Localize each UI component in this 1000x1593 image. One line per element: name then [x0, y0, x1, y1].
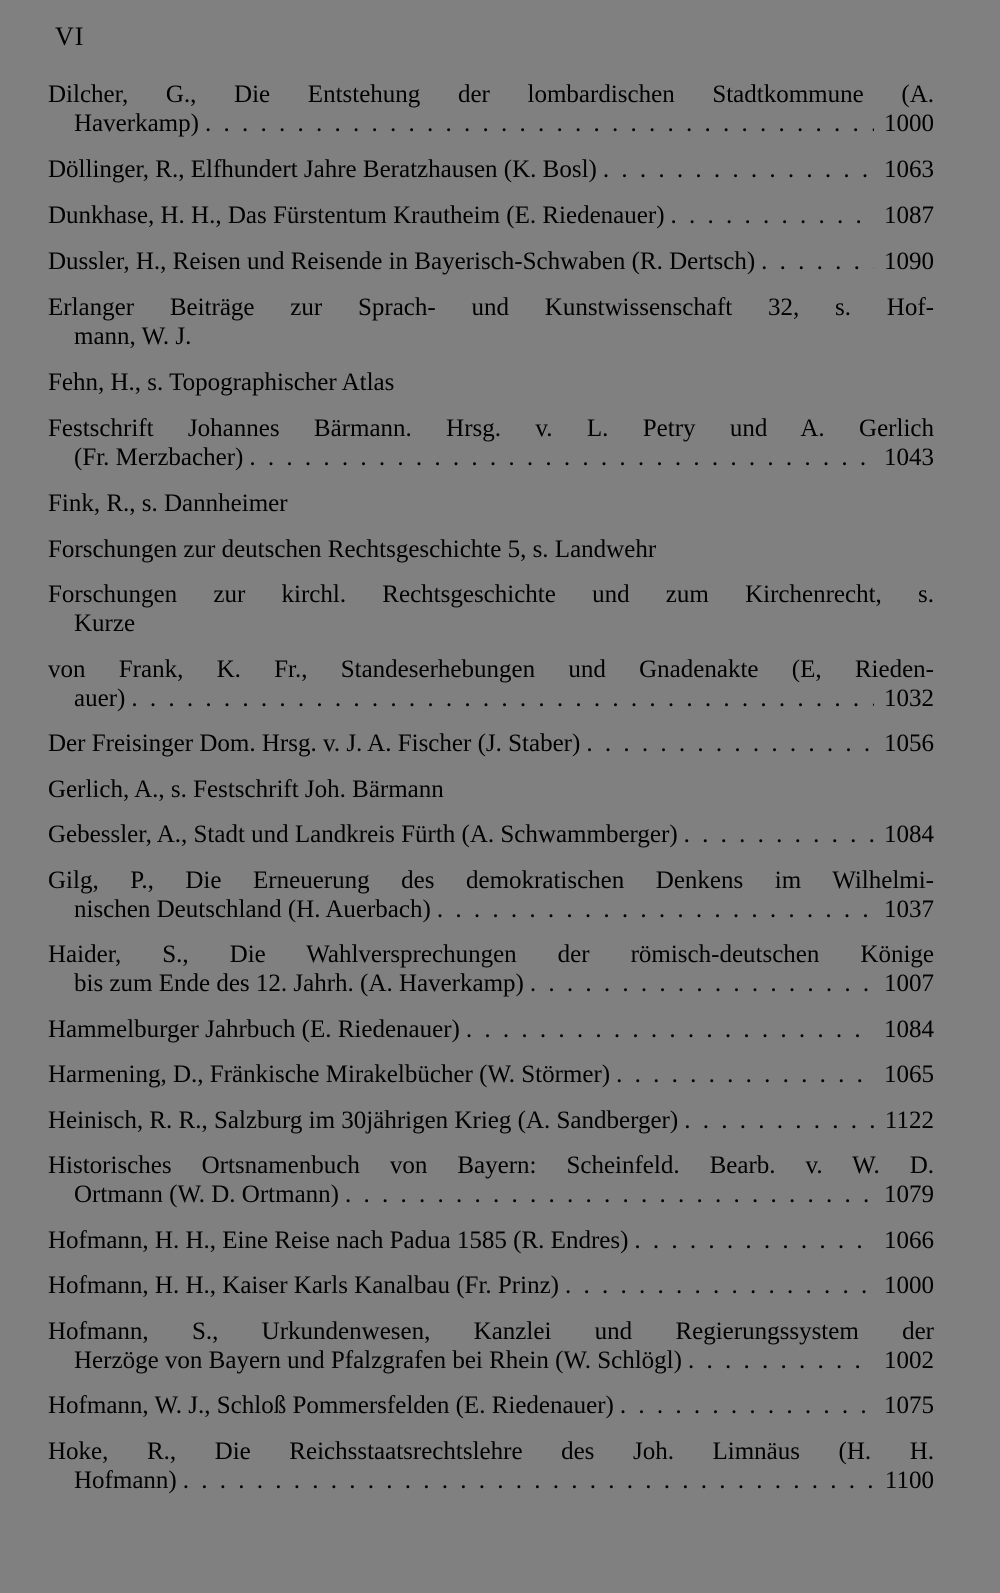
index-entry — [48, 729, 934, 758]
entry-page: 1032 — [884, 684, 934, 712]
entry-text: Hofmann, S., Urkundenwesen, Kanzlei und Regierungssystem der — [48, 1317, 934, 1345]
entry-text-cont: mann, W. J. — [74, 323, 192, 350]
dot-leader — [678, 820, 874, 849]
entry-text: Forschungen zur deutschen Rechtsgeschichte 5, s. Landwehr — [48, 535, 657, 563]
entry-text: Hofmann, H. H., Eine Reise nach Padua 1585 (R. Endres) — [48, 1226, 629, 1254]
entry-text: Hammelburger Jahrbuch (E. Riedenauer) — [48, 1015, 460, 1043]
entry-text: Dunkhase, H. H., Das Fürstentum Krautheim (E. Riedenauer) — [48, 202, 665, 229]
dot-leader — [177, 1466, 874, 1495]
index-entry — [48, 247, 934, 276]
entry-text-cont: bis zum Ende des 12. Jahrh. (A. Haverkamp) — [74, 970, 524, 997]
entry-page: 1056 — [884, 730, 934, 757]
entry-text: Forschungen zur kirchl. Rechtsgeschichte und zum Kirchenrecht, s. — [48, 581, 934, 608]
entry-page: 1043 — [884, 444, 934, 471]
index-list — [48, 80, 934, 1511]
index-entry — [48, 580, 934, 638]
dot-leader — [610, 1060, 874, 1089]
index-entry — [48, 80, 934, 138]
entry-text-cont: Haverkamp) — [74, 110, 199, 137]
dot-leader — [580, 729, 874, 758]
entry-text: Heinisch, R. R., Salzburg im 30jährigen Krieg (A. Sandberger) — [48, 1106, 679, 1134]
entry-text: Fink, R., s. Dannheimer — [48, 490, 288, 517]
dot-leader — [243, 443, 874, 472]
index-entry — [48, 414, 934, 472]
index-entry — [48, 293, 934, 351]
entry-text: Der Freisinger Dom. Hrsg. v. J. A. Fischer (J. Staber) — [48, 730, 581, 757]
entry-text: Gilg, P., Die Erneuerung des demokratischen Denkens im Wilhelmi- — [48, 866, 934, 894]
entry-page: 1084 — [884, 1015, 934, 1043]
entry-text-cont: Hofmann) — [74, 1466, 177, 1494]
entry-page: 1065 — [884, 1061, 934, 1088]
index-entry — [48, 1226, 934, 1255]
dot-leader — [431, 895, 874, 924]
dot-leader — [682, 1346, 874, 1375]
entry-page: 1084 — [884, 821, 934, 848]
dot-leader — [559, 1271, 874, 1300]
dot-leader — [199, 109, 874, 138]
entry-page: 1066 — [884, 1226, 934, 1254]
index-entry — [48, 655, 934, 713]
entry-text: Dussler, H., Reisen und Reisende in Bayerisch-Schwaben (R. Dertsch) — [48, 248, 756, 275]
dot-leader — [460, 1015, 874, 1044]
dot-leader — [665, 201, 874, 230]
dot-leader — [339, 1180, 874, 1209]
index-entry — [48, 1106, 934, 1135]
index-entry — [48, 940, 934, 998]
entry-text: Haider, S., Die Wahlversprechungen der römisch-deutschen Könige — [48, 941, 934, 968]
entry-text-cont: auer) — [74, 684, 126, 712]
entry-page: 1002 — [884, 1346, 934, 1374]
index-entry — [48, 489, 934, 518]
entry-page: 1000 — [884, 1272, 934, 1299]
entry-page: 1000 — [884, 110, 934, 137]
page-number: VI — [55, 22, 85, 51]
entry-page: 1075 — [884, 1392, 934, 1419]
dot-leader — [755, 247, 874, 276]
index-entry — [48, 1437, 934, 1495]
entry-text: Harmening, D., Fränkische Mirakelbücher (W. Störmer) — [48, 1061, 611, 1088]
index-entry — [48, 1317, 934, 1375]
entry-text: Festschrift Johannes Bärmann. Hrsg. v. L. Petry und A. Gerlich — [48, 415, 934, 442]
dot-leader — [614, 1391, 874, 1420]
index-entry — [48, 1391, 934, 1420]
entry-text-cont: Kurze — [74, 610, 136, 637]
index-entry — [48, 368, 934, 397]
dot-leader — [125, 684, 874, 713]
entry-text: Hoke, R., Die Reichsstaatsrechtslehre des Joh. Limnäus (H. H. — [48, 1437, 934, 1465]
index-entry — [48, 1151, 934, 1209]
entry-text: Historisches Ortsnamenbuch von Bayern: Scheinfeld. Bearb. v. W. D. — [48, 1152, 934, 1179]
dot-leader — [678, 1106, 874, 1135]
entry-text: Gebessler, A., Stadt und Landkreis Fürth (A. Schwammberger) — [48, 821, 678, 848]
entry-text-cont: Ortmann (W. D. Ortmann) — [74, 1181, 339, 1208]
entry-page: 1090 — [884, 248, 934, 275]
entry-page: 1087 — [884, 202, 934, 229]
index-entry — [48, 820, 934, 849]
entry-text-cont: (Fr. Merzbacher) — [74, 444, 244, 471]
entry-text: Döllinger, R., Elfhundert Jahre Beratzhausen (K. Bosl) — [48, 156, 597, 183]
entry-text-cont: nischen Deutschland (H. Auerbach) — [74, 895, 431, 923]
index-entry — [48, 866, 934, 924]
entry-text: Erlanger Beiträge zur Sprach- und Kunstwissenschaft 32, s. Hof- — [48, 294, 934, 321]
entry-text: Hofmann, H. H., Kaiser Karls Kanalbau (Fr. Prinz) — [48, 1272, 559, 1299]
entry-page: 1122 — [884, 1106, 934, 1134]
index-entry — [48, 1271, 934, 1300]
index-entry — [48, 1060, 934, 1089]
entry-page: 1079 — [884, 1181, 934, 1208]
entry-page: 1063 — [884, 156, 934, 183]
entry-text: Gerlich, A., s. Festschrift Joh. Bärmann — [48, 775, 444, 803]
entry-text-cont: Herzöge von Bayern und Pfalzgrafen bei Rhein (W. Schlögl) — [74, 1346, 682, 1374]
entry-page: 1037 — [884, 895, 934, 923]
index-entry — [48, 1015, 934, 1044]
entry-text: Fehn, H., s. Topographischer Atlas — [48, 369, 395, 396]
index-entry — [48, 155, 934, 184]
index-entry — [48, 775, 934, 804]
entry-text: Dilcher, G., Die Entstehung der lombardischen Stadtkommune (A. — [48, 81, 934, 108]
index-entry — [48, 535, 934, 564]
dot-leader — [597, 155, 874, 184]
dot-leader — [628, 1226, 874, 1255]
entry-text: von Frank, K. Fr., Standeserhebungen und Gnadenakte (E, Rieden- — [48, 655, 934, 683]
entry-page: 1007 — [884, 970, 934, 997]
index-entry — [48, 201, 934, 230]
dot-leader — [524, 969, 874, 998]
entry-page: 1100 — [884, 1466, 934, 1494]
entry-text: Hofmann, W. J., Schloß Pommersfelden (E. Riedenauer) — [48, 1392, 614, 1419]
